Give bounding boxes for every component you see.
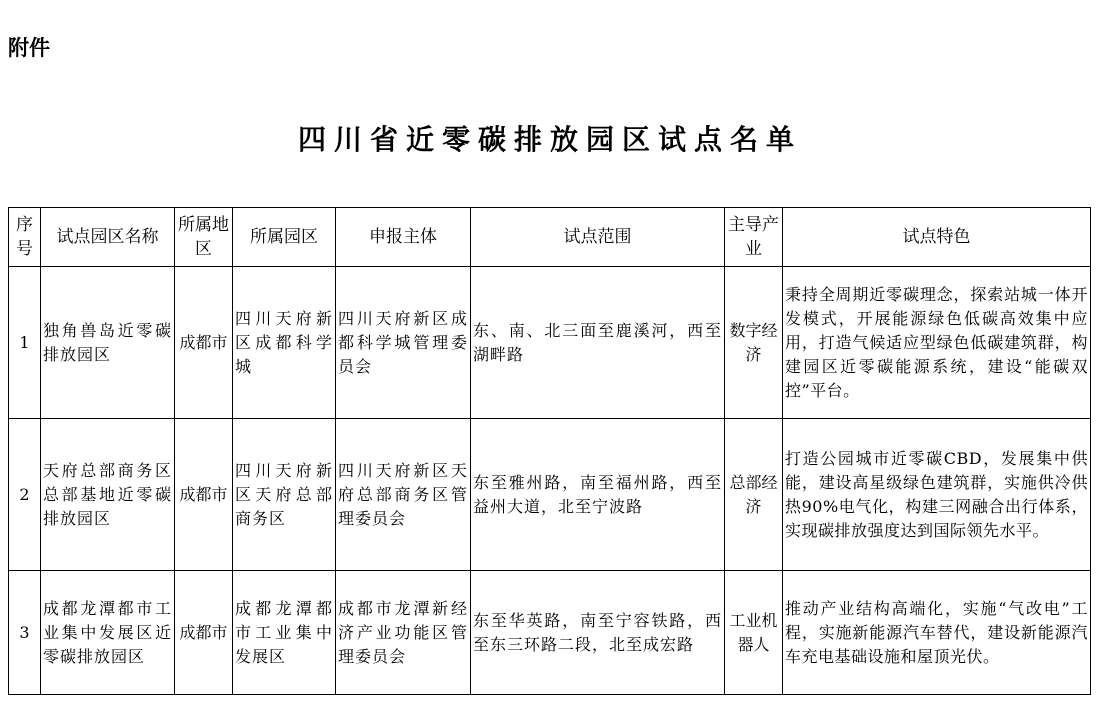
table-row bbox=[9, 267, 1091, 419]
row-scope: 东、南、北三面至鹿溪河，西至湖畔路 bbox=[471, 267, 725, 419]
row-industry: 工业机器人 bbox=[725, 571, 783, 695]
row-scope: 东至华英路，南至宁容铁路，西至东三环路二段，北至成宏路 bbox=[471, 571, 725, 695]
row-no: 3 bbox=[9, 571, 41, 695]
header-applicant: 申报主体 bbox=[336, 208, 471, 267]
header-feature: 试点特色 bbox=[783, 208, 1091, 267]
row-applicant: 四川天府新区天府总部商务区管理委员会 bbox=[336, 419, 471, 571]
row-name: 天府总部商务区总部基地近零碳排放园区 bbox=[41, 419, 175, 571]
row-industry: 数字经济 bbox=[725, 267, 783, 419]
document-title: 四川省近零碳排放园区试点名单 bbox=[297, 123, 802, 156]
row-name: 成都龙潭都市工业集中发展区近零碳排放园区 bbox=[41, 571, 175, 695]
row-no: 2 bbox=[9, 419, 41, 571]
table-row bbox=[9, 571, 1091, 695]
row-industry: 总部经济 bbox=[725, 419, 783, 571]
row-scope: 东至雅州路，南至福州路，西至益州大道，北至宁波路 bbox=[471, 419, 725, 571]
header-name: 试点园区名称 bbox=[41, 208, 175, 267]
row-region: 成都市 bbox=[175, 419, 233, 571]
attachment-label: 附件 bbox=[8, 36, 50, 60]
row-park: 成都龙潭都市工业集中发展区 bbox=[233, 571, 336, 695]
header-park: 所属园区 bbox=[233, 208, 336, 267]
row-feature: 秉持全周期近零碳理念，探索站城一体开发模式，开展能源绿色低碳高效集中应用，打造气候适应型绿色低碳建筑群，构建园区近零碳能源系统，建设“能碳双控”平台。 bbox=[783, 267, 1091, 419]
row-region: 成都市 bbox=[175, 267, 233, 419]
table-row bbox=[9, 419, 1091, 571]
table-header-row bbox=[9, 208, 1091, 267]
row-applicant: 成都市龙潭新经济产业功能区管理委员会 bbox=[336, 571, 471, 695]
row-feature: 打造公园城市近零碳CBD，发展集中供能，建设高星级绿色建筑群，实施供冷供热90%电气化，构建三网融合出行体系，实现碳排放强度达到国际领先水平。 bbox=[783, 419, 1091, 571]
row-park: 四川天府新区天府总部商务区 bbox=[233, 419, 336, 571]
header-region: 所属地区 bbox=[175, 208, 233, 267]
header-scope: 试点范围 bbox=[471, 208, 725, 267]
row-region: 成都市 bbox=[175, 571, 233, 695]
row-park: 四川天府新区成都科学城 bbox=[233, 267, 336, 419]
row-no: 1 bbox=[9, 267, 41, 419]
header-industry: 主导产业 bbox=[725, 208, 783, 267]
header-no: 序号 bbox=[9, 208, 41, 267]
row-name: 独角兽岛近零碳排放园区 bbox=[41, 267, 175, 419]
row-applicant: 四川天府新区成都科学城管理委员会 bbox=[336, 267, 471, 419]
row-feature: 推动产业结构高端化，实施“气改电”工程，实施新能源汽车替代，建设新能源汽车充电基础设施和屋顶光伏。 bbox=[783, 571, 1091, 695]
pilot-park-table bbox=[8, 207, 1091, 695]
